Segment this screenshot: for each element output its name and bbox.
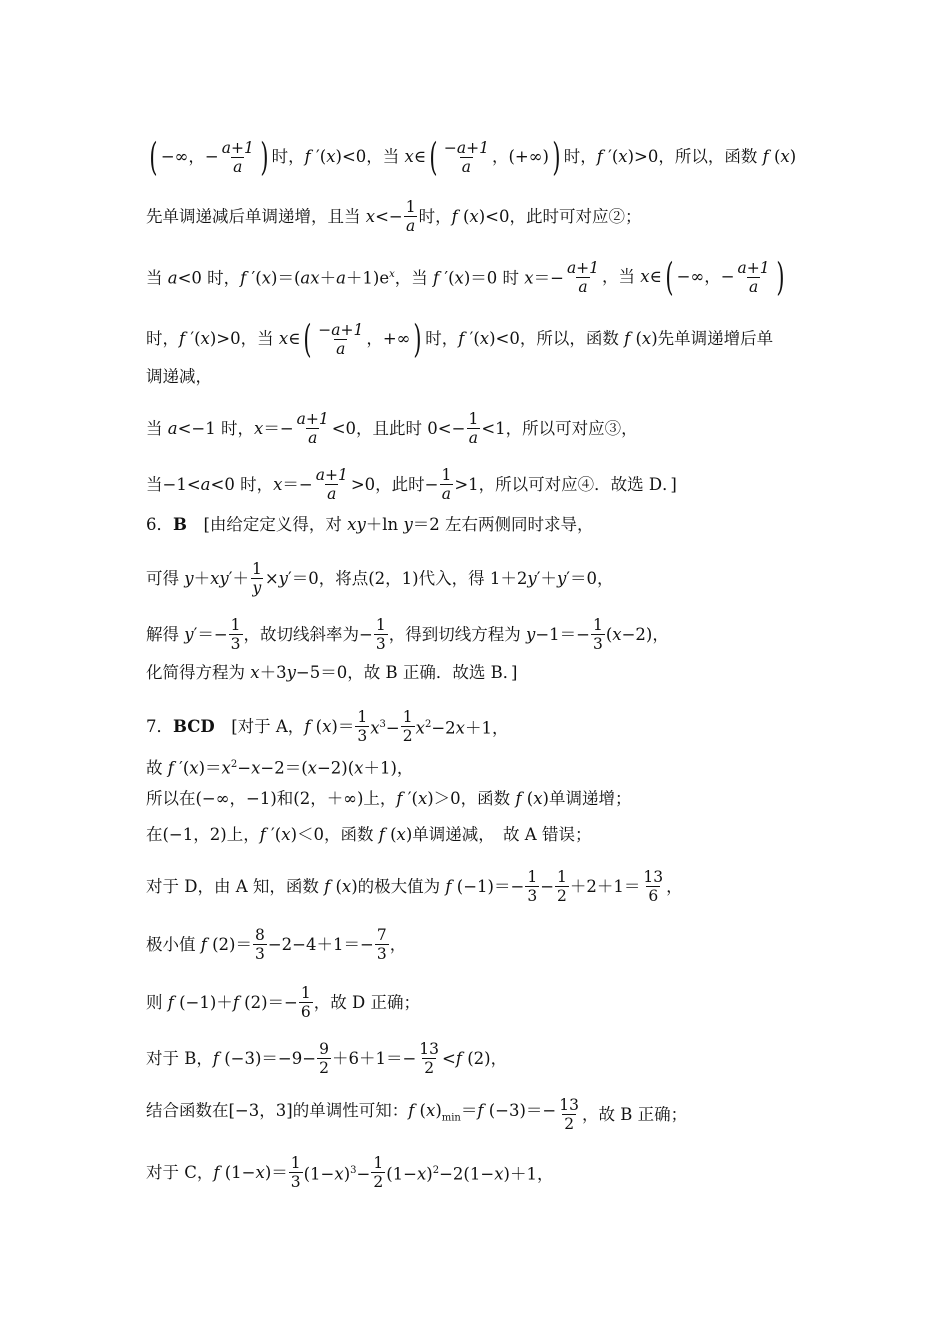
fraction: $\frac{13}{2}$ [419, 1040, 440, 1077]
text-line: 结合函数在[−3，3]的单调性可知：f $(x)_{min}=f$ (−3)＝− $\frac{13}{2}$ ，故 B 正确； [146, 1096, 688, 1133]
fraction: $\frac{a+1}{a}$ [566, 258, 600, 296]
fraction: $\frac{-a+1}{a}$ [443, 138, 489, 176]
fraction: $\frac{1}{3}$ [375, 616, 386, 653]
fraction: $\frac{13}{6}$ [643, 868, 664, 905]
fraction: $\frac{1}{6}$ [300, 984, 311, 1021]
text-line: 调递减， [146, 367, 212, 386]
fraction: $\frac{1}{a}$ [468, 410, 479, 447]
text-line: 可得 y＋xy′＋ $\frac{1}{y}$ ×y′＝0，将点(2，1)代入，得 1＋2y′＋y′＝0， [146, 560, 614, 597]
fraction: $\frac{1}{3}$ [230, 616, 241, 653]
text-line: 故 f $'(x)=x^2-x-2=(x-2)(x+1)$， [146, 758, 414, 778]
fraction: $\frac{a+1}{a}$ [315, 466, 348, 503]
fraction: $\frac{1}{a}$ [441, 466, 452, 503]
text-line: 7．BCD [对于 A，f (x)＝ $\frac{1}{3}$ $x^3-$ $\frac{1}{2}$ $x^2-2x+1$， [146, 708, 509, 745]
fraction: $\frac{1}{3}$ [527, 868, 538, 905]
text-line: 则 f (−1)＋f (2)＝− $\frac{1}{6}$ ，故 D 正确； [146, 984, 420, 1021]
text-line: 极小值 f (2)＝ $\frac{8}{3}$ −2−4＋1＝− $\frac{7}{3}$ ， [146, 926, 407, 963]
text-line: 化简得方程为 x＋3y−5＝0，故 B 正确．故选 B．] [146, 663, 518, 682]
text-line: 在(−1，2)上，f ′(x)＜0，函数 f (x)单调递减， 故 A 错误； [146, 825, 592, 844]
fraction: $\frac{1}{2}$ [402, 708, 413, 745]
text-line: 当 a<−1 时，x＝− $\frac{a+1}{a}$ <0，且此时 0<− $\frac{1}{a}$ <1，所以可对应③， [146, 410, 638, 447]
text-line: 当 a<0 时，f $'(x)=(ax+a+1)e^x$，当 f ′(x)＝0 时 x＝− $\frac{a+1}{a}$ ，当 x∈ ( −∞ ，− $\frac{a+1}{a}$ ) [146, 255, 785, 299]
fraction: $\frac{1}{2}$ [373, 1154, 384, 1191]
fraction: $\frac{-a+1}{a}$ [318, 320, 364, 358]
fraction: $\frac{1}{3}$ [290, 1154, 301, 1191]
text-line: 解得 y′＝− $\frac{1}{3}$ ，故切线斜率为− $\frac{1}{3}$ ，得到切线方程为 y−1＝− $\frac{1}{3}$ (x−2)， [146, 616, 669, 653]
text-line: 时，f ′(x)>0，当 x∈ ( $\frac{-a+1}{a}$ ， +∞ ) 时，f ′(x)<0，所以，函数 f (x)先单调递增后单 [146, 317, 774, 361]
text-line: 当−1<a<0 时，x＝− $\frac{a+1}{a}$ >0，此时− $\frac{1}{a}$ >1，所以可对应④．故选 D．] [146, 466, 677, 503]
fraction: $\frac{1}{3}$ [592, 616, 603, 653]
text-line: ( −∞ ， − $\frac{a+1}{a}$ ) 时，f ′(x)<0，当 x∈ ( $\frac{-a+1}{a}$ ， ( +∞ ) ) 时，f ′(x)>0，所以，函数 f (x) [149, 135, 797, 179]
text-line: 先单调递减后单调递增，且当 x<− $\frac{1}{a}$ 时，f (x)<0，此时可对应②； [146, 198, 642, 235]
fraction: $\frac{a+1}{a}$ [221, 138, 254, 176]
fraction: $\frac{1}{a}$ [405, 198, 416, 235]
text-line: 对于 B，f (−3)＝−9− $\frac{9}{2}$ ＋6＋1＝− $\frac{13}{2}$ <f (2)， [146, 1040, 508, 1077]
text-line: 所以在(−∞，−1)和(2，＋∞)上，f ′(x)＞0，函数 f (x)单调递增； [146, 789, 632, 808]
fraction: $\frac{13}{2}$ [559, 1096, 579, 1133]
fraction: $\frac{7}{3}$ [376, 926, 387, 963]
text-line: 6．B [由给定定义得，对 xy＋ln y＝2 左右两侧同时求导， [146, 515, 594, 534]
text-line: 对于 C，f (1−x)＝ $\frac{1}{3}$ $(1-x)^3-$ $\frac{1}{2}$ $(1-x)^2-2(1-x)+1$， [146, 1154, 554, 1191]
fraction: $\frac{8}{3}$ [254, 926, 265, 963]
fraction: $\frac{9}{2}$ [319, 1040, 329, 1077]
fraction: $\frac{1}{3}$ [357, 708, 368, 745]
fraction: $\frac{1}{2}$ [557, 868, 567, 905]
text-line: 对于 D，由 A 知，函数 f (x)的极大值为 f (−1)＝− $\frac{1}{3}$ − $\frac{1}{2}$ ＋2＋1＝ $\frac{13}{6}$ ， [146, 868, 683, 905]
fraction: $\frac{1}{y}$ [251, 560, 262, 597]
fraction: $\frac{a+1}{a}$ [296, 410, 329, 447]
fraction: $\frac{a+1}{a}$ [737, 258, 770, 296]
